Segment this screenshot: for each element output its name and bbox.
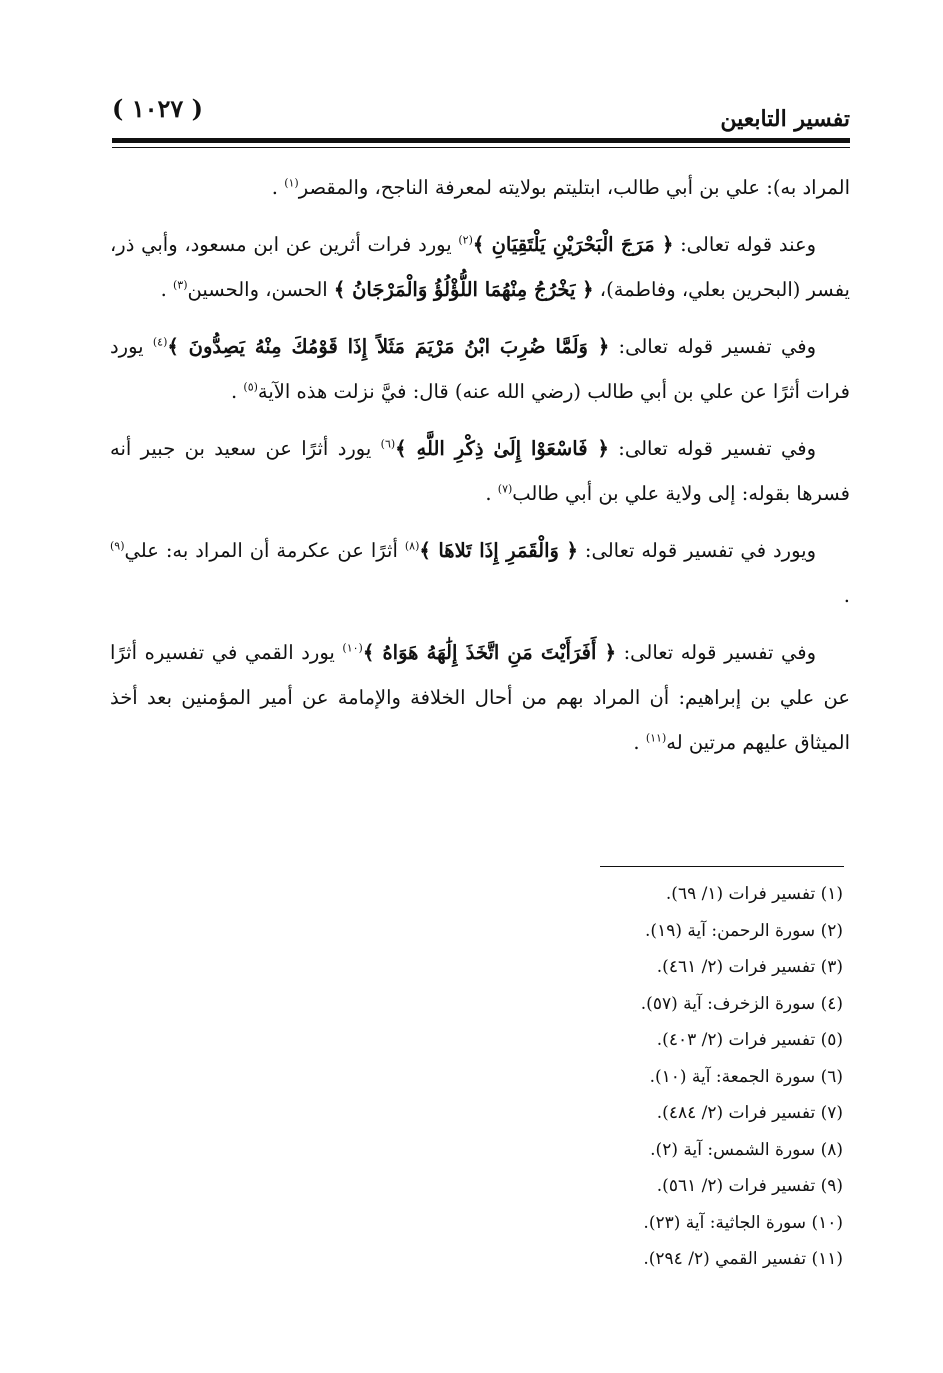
footnote-item: (٢) سورة الرحمن: آية (١٩). (645, 920, 843, 941)
quran-verse: ﴿ يَخْرُجُ مِنْهُمَا اللُّؤْلُؤُ وَالْمَرْجَانُ ﴾ (333, 278, 594, 301)
text-run: ويورد في تفسير قوله تعالى: (577, 539, 816, 562)
paragraph (110, 630, 850, 765)
footnote-item: (٩) تفسير فرات (٢/ ٥٦١). (656, 1176, 843, 1196)
text-run: وفي تفسير قوله تعالى: (608, 437, 817, 460)
paragraph (110, 165, 850, 210)
text-run: وفي تفسير قوله تعالى: (609, 335, 816, 358)
footnote-marker: (٩) (110, 539, 125, 553)
text-run: وعند قوله تعالى: (673, 233, 817, 256)
footnote-item: (١١) تفسير القمي (٢/ ٢٩٤). (643, 1249, 843, 1269)
page-number: ( ١٠٢٧ ) (112, 94, 203, 123)
footnote-item: (١٠) سورة الجاثية: آية (٢٣). (643, 1212, 843, 1233)
body-text (110, 165, 850, 777)
header-rule-thick (112, 138, 850, 143)
footnote-marker: (١) (284, 176, 299, 190)
footnote-item: (٦) سورة الجمعة: آية (١٠). (649, 1066, 843, 1087)
text-run: . (230, 380, 244, 403)
footnote-marker: (٥) (243, 380, 258, 394)
paragraph (110, 222, 850, 312)
header-rule-thin (112, 147, 850, 148)
text-run: . (633, 731, 646, 754)
footnote-marker: (٦) (380, 437, 396, 451)
text-run: يورد أثرًا عن سعيد بن جبير أنه فسرها بقوله: إلى ولاية علي بن أبي طالب (110, 437, 850, 505)
text-run: . (843, 584, 850, 607)
footnote-item: (٥) تفسير فرات (٢/ ٤٠٣). (656, 1030, 843, 1050)
text-run: . (160, 278, 173, 301)
footnote-marker: (١١) (645, 731, 667, 745)
text-run: المراد به): علي بن أبي طالب، ابتليتم بولايته لمعرفة الناجح، والمقصر (298, 176, 850, 199)
quran-verse: ﴿ وَلَمَّا ضُرِبَ ابْنُ مَرْيَمَ مَثَلاً إِذَا قَوْمُكَ مِنْهُ يَصِدُّونَ ﴾ (167, 335, 610, 358)
quran-verse: ﴿ فَاسْعَوْا إِلَىٰ ذِكْرِ اللَّهِ ﴾ (395, 437, 609, 460)
text-run: يورد فرات أثرين عن ابن مسعود، وأبي ذر، يفسر (البحرين بعلي، وفاطمة)، (110, 233, 850, 301)
text-run: وفي تفسير قوله تعالى: (616, 641, 816, 664)
quran-verse: ﴿ وَالْقَمَرِ إِذَا تَلاهَا ﴾ (419, 539, 578, 562)
footnote-item: (١) تفسير فرات (١/ ٦٩). (665, 884, 843, 904)
text-run: أثرًا عن عكرمة أن المراد به: علي (124, 539, 405, 562)
footnote-item: (٨) سورة الشمس: آية (٢). (650, 1139, 843, 1160)
text-run: . (485, 482, 498, 505)
text-run: الحسن، والحسين (187, 278, 334, 301)
paragraph (110, 324, 850, 414)
footnote-marker: (٨) (404, 539, 420, 553)
footnotes-list (443, 876, 843, 1278)
footnote-item: (٣) تفسير فرات (٢/ ٤٦١). (656, 957, 843, 977)
footnote-marker: (٣) (173, 278, 188, 292)
footnote-separator (600, 866, 844, 867)
footnote-marker: (٧) (497, 482, 513, 496)
footnote-item: (٧) تفسير فرات (٢/ ٤٨٤). (656, 1103, 843, 1123)
footnote-item: (٤) سورة الزخرف: آية (٥٧). (640, 993, 843, 1014)
text-run: يورد القمي في تفسيره أثرًا عن علي بن إبراهيم: أن المراد بهم من أحال الخلافة والإمامة عن أمير المؤمنين بعد أخذ الميثاق عليهم مرتين له (110, 641, 850, 754)
footnote-marker: (١٠) (342, 641, 363, 655)
page-header (112, 92, 850, 136)
footnote-marker: (٢) (458, 233, 473, 247)
footnote-marker: (٤) (152, 335, 168, 349)
quran-verse: ﴿ مَرَجَ الْبَحْرَيْنِ يَلْتَقِيَانِ ﴾ (472, 233, 674, 256)
text-run: . (271, 176, 285, 199)
quran-verse: ﴿ أَفَرَأَيْتَ مَنِ اتَّخَذَ إِلَٰهَهُ هَوَاهُ ﴾ (362, 641, 616, 664)
running-title: تفسير التابعين (720, 106, 850, 132)
paragraph (110, 528, 850, 618)
text-run: يورد فرات أثرًا عن علي بن أبي طالب (رضي الله عنه) قال: فيَّ نزلت هذه الآية (110, 335, 850, 403)
paragraph (110, 426, 850, 516)
